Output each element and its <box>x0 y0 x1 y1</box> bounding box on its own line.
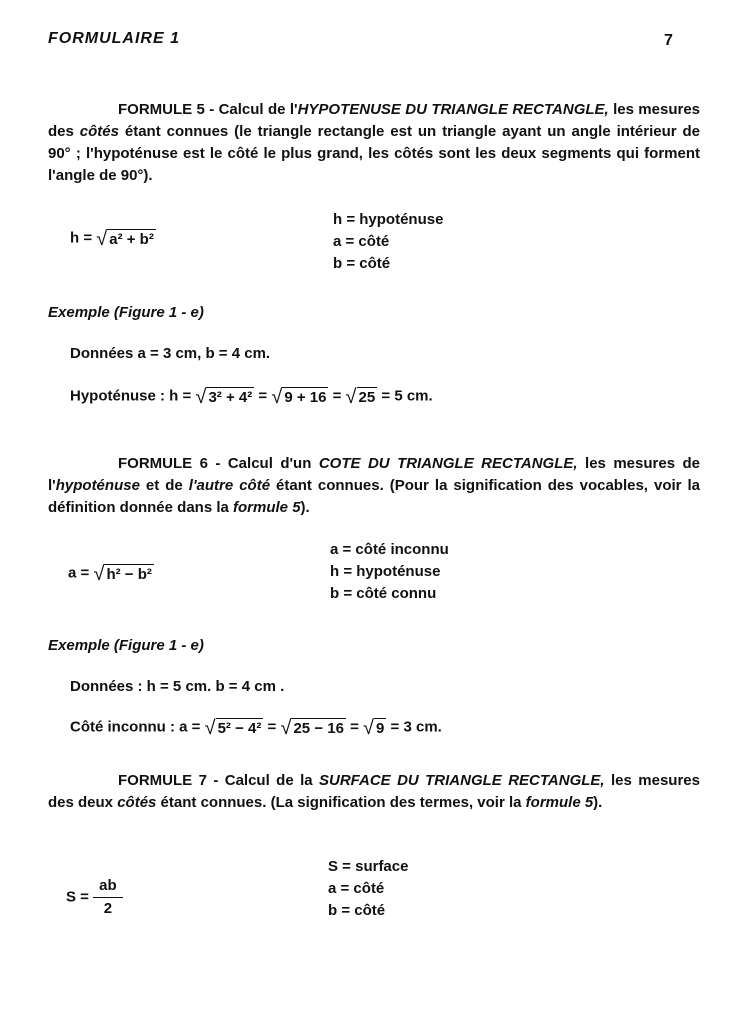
radicand: 25 <box>358 389 376 406</box>
square-root: √ 3² + 4² <box>195 386 253 408</box>
definition-b: b = côté connu <box>330 585 437 602</box>
definition-a: a = côté inconnu <box>330 541 449 558</box>
formule-6-text-1: les mesures de l' <box>48 455 700 494</box>
formule-7-paragraph <box>48 770 700 814</box>
formule-6-paragraph <box>48 453 700 519</box>
square-root: √ 5² − 4² <box>204 717 262 739</box>
square-root: √ h² − b² <box>93 563 152 585</box>
fraction-numerator: ab <box>93 877 123 898</box>
equals: = <box>267 718 277 736</box>
formule-7-text-1-italic: côtés <box>117 794 157 811</box>
formule-6-intro: - Calcul d'un <box>207 455 319 472</box>
square-root: √ 9 + 16 <box>271 386 327 408</box>
formule-5-label: FORMULE 5 <box>118 101 205 118</box>
formule-5-text-1-italic: côtés <box>79 123 119 140</box>
square-root: √ 25 − 16 <box>280 717 344 739</box>
formule-5-hypotenuse-calc <box>70 387 433 406</box>
calc-result: = 5 cm. <box>381 387 433 405</box>
definition-h: h = hypoténuse <box>330 563 441 580</box>
formule-7-text-2: étant connues. (La signification des termes, voir la <box>156 794 526 811</box>
formule-5-text-2: étant connues (le triangle rectangle est un triangle ayant un angle intérieur de 90° ; l'hypoténuse est le côté le plus grand, les côtés sont les deux segments qui forment l'angle de 90°). <box>48 123 701 184</box>
fraction-denominator: 2 <box>103 900 113 917</box>
formule-7-formula <box>66 877 123 917</box>
calc-result: = 3 cm. <box>390 718 442 736</box>
formule-6-text-2-italic: l'autre côté <box>188 477 271 494</box>
formula-lhs: S = <box>66 888 89 906</box>
radicand: 3² + 4² <box>208 389 253 406</box>
formule-5-paragraph <box>48 99 700 187</box>
formule-6-text-3: étant connues. (Pour la signification des vocables, voir la définition donnée dans la <box>48 477 700 516</box>
square-root: √ 25 <box>345 386 376 408</box>
definition-s: S = surface <box>328 858 409 875</box>
formule-7-label: FORMULE 7 <box>118 772 207 789</box>
formule-5-subject: HYPOTENUSE DU TRIANGLE RECTANGLE, <box>297 101 609 118</box>
fraction <box>93 877 123 917</box>
calc-prefix: Côté inconnu : a = <box>70 718 201 736</box>
running-header-title: FORMULAIRE 1 <box>48 30 180 47</box>
formule-6-definitions <box>330 539 449 605</box>
formule-7-subject: SURFACE DU TRIANGLE RECTANGLE, <box>318 772 605 789</box>
radicand: 5² − 4² <box>217 720 262 737</box>
radicand: h² − b² <box>106 566 152 583</box>
page-number: 7 <box>664 32 673 49</box>
square-root: √ a² + b² <box>96 228 154 250</box>
formule-7-definitions <box>328 856 408 922</box>
formule-5-example-label: Exemple (Figure 1 - e) <box>48 304 204 321</box>
formule-6-formula <box>68 564 154 583</box>
equals: = <box>350 718 359 736</box>
radicand: 9 + 16 <box>284 389 327 406</box>
definition-a: a = côté <box>333 233 390 250</box>
formule-6-text-1-italic: hypoténuse <box>55 477 140 494</box>
formula-lhs: a = <box>68 564 90 582</box>
definition-h: h = hypoténuse <box>333 211 444 228</box>
equals: = <box>258 387 268 405</box>
radicand: 9 <box>376 720 385 737</box>
definition-b: b = côté <box>333 255 391 272</box>
formule-7-text-3: ). <box>593 794 603 811</box>
calc-prefix: Hypoténuse : h = <box>70 387 192 405</box>
formule-7-text-2-italic: formule 5 <box>525 794 594 811</box>
definition-a: a = côté <box>328 880 385 897</box>
formule-5-formula <box>70 229 156 248</box>
formule-7-text-1: les mesures des deux <box>48 772 700 811</box>
formule-6-donnees: Données : h = 5 cm. b = 4 cm . <box>70 678 285 695</box>
formula-lhs: h = <box>70 229 93 247</box>
definition-b: b = côté <box>328 902 386 919</box>
formule-6-label: FORMULE 6 <box>118 455 208 472</box>
square-root: √ 9 <box>363 717 385 739</box>
formule-6-text-2: et de <box>139 477 189 494</box>
formule-6-example-label: Exemple (Figure 1 - e) <box>48 637 204 654</box>
formule-6-subject: COTE DU TRIANGLE RECTANGLE, <box>318 455 578 472</box>
formule-6-cote-calc <box>70 718 442 737</box>
formule-5-definitions <box>333 209 443 275</box>
formule-5-text-1: les mesures des <box>48 101 701 140</box>
radicand: a² + b² <box>109 231 154 248</box>
formule-6-text-3-italic: formule 5 <box>233 499 301 516</box>
formule-7-intro: - Calcul de la <box>206 772 319 789</box>
formule-6-text-4: ). <box>300 499 310 516</box>
equals: = <box>332 387 342 405</box>
radicand: 25 − 16 <box>293 720 344 737</box>
formule-5-intro: - Calcul de l' <box>204 101 298 118</box>
formule-5-donnees: Données a = 3 cm, b = 4 cm. <box>70 345 271 362</box>
